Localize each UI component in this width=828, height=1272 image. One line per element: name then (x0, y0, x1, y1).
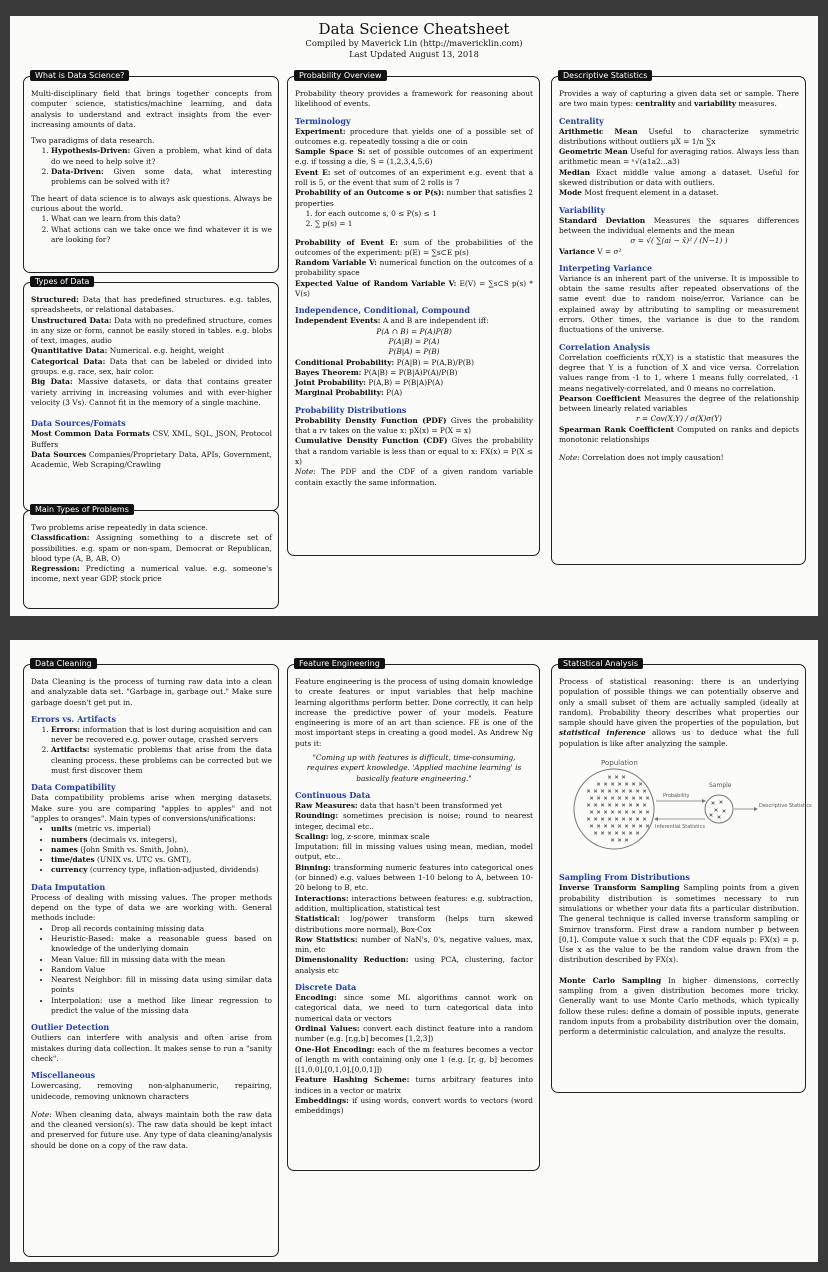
point-mark (639, 797, 642, 800)
interpreting-variance: Variance is an inherent part of the universe. It is impossible to obtain the same results after repeated observations of the same event due to random noise/error. Variance can be explained away by attributing to sampling or measurement errors. Other times, the variance is due to the random fluctuations of the universe. (559, 273, 799, 335)
section-what-is-ds (23, 71, 279, 273)
point-mark (618, 839, 621, 842)
point-mark (615, 776, 618, 779)
cleaning-note: Note: When cleaning data, always maintain both the raw data and the cleaned version(s). The raw data should be kept intact and preserved for future use. Any type of data cleaning/analysis should be done on a copy of the raw data. (31, 1109, 272, 1150)
quantitative: Quantitative Data: Numerical. e.g. height, weight (31, 346, 225, 356)
subheading: Independence, Conditional, Compound (295, 305, 470, 316)
section-title: Statistical Analysis (558, 658, 643, 669)
point-mark (636, 818, 639, 821)
subheading: Centrality (559, 115, 604, 126)
section-feature-engineering (287, 659, 540, 1171)
point-mark (625, 839, 628, 842)
point-mark (615, 832, 618, 835)
point-mark (632, 783, 635, 786)
rounding: Rounding: sometimes precision is noise; round to nearest integer, decimal etc.. (295, 811, 534, 831)
point-mark (601, 804, 604, 807)
sample-circle (705, 795, 733, 823)
header (10, 16, 818, 60)
point-mark (590, 797, 593, 800)
list-item: • Nearest Neighbor: fill in missing data using similar data points (51, 975, 272, 996)
point-mark (622, 818, 625, 821)
point-mark (608, 804, 611, 807)
point-mark (629, 804, 632, 807)
list-item: 1. Hypothesis-Driven: Given a problem, what kind of data do we need to help solve it? (51, 146, 272, 167)
formula: r = Cov(X,Y) / σ(X)σ(Y) (636, 414, 722, 424)
list-item: • currency (currency type, inflation-adjusted, dividends) (51, 865, 272, 875)
point-mark (639, 811, 642, 814)
point-mark (594, 790, 597, 793)
section-title: Types of Data (30, 276, 94, 287)
arithmetic-mean: Arithmetic Mean Useful to characterize symmetric distributions without outliers μX = 1/n ∑x (559, 126, 799, 146)
point-mark (601, 818, 604, 821)
subheading: Data Sources/Fomats (31, 418, 126, 429)
subheading: Data Imputation (31, 881, 106, 892)
point-mark (712, 802, 715, 805)
misc-text: Lowercasing, removing non-alphanumeric, repairing, unidecode, removing unknown characters (31, 1081, 272, 1101)
section-title: What is Data Science? (30, 70, 129, 81)
point-mark (597, 783, 600, 786)
point-mark (625, 811, 628, 814)
point-mark (587, 818, 590, 821)
point-mark (622, 804, 625, 807)
paradigm-list (31, 146, 272, 187)
spearman: Spearman Rank Coefficient Computed on ranks and depicts monotonic relationships (559, 424, 799, 445)
compiled-by: Compiled by Maverick Lin (http://mavericklin.com) (305, 38, 523, 48)
point-mark (643, 804, 646, 807)
independent-events: Independent Events: A and B are independent iff: (295, 316, 489, 326)
list-item: 2. What actions can we take once we find whatever it is we are looking for? (51, 225, 272, 246)
point-mark (611, 839, 614, 842)
point-mark (604, 825, 607, 828)
point-mark (625, 783, 628, 786)
point-mark (632, 797, 635, 800)
pdf: Probability Density Function (PDF) Gives the probability that a rv takes on the value x: pX(x) = P(X = x) (295, 415, 534, 436)
point-mark (636, 790, 639, 793)
pdf-note: Note: The PDF and the CDF of a given random variable contain exactly the same information. (295, 467, 533, 487)
intro-text: Multi-disciplinary field that brings together concepts from computer science, statistics/machine learning, and data analysis to understand and extract insights from the ever-increasing amounts of data. (31, 89, 272, 129)
point-mark (618, 783, 621, 786)
embeddings: Embeddings: if using words, convert words to vectors (word embeddings) (295, 1095, 533, 1116)
compat-text: Data compatibility problems arise when merging datasets. Make sure you are comparing "apples to apples" and not "apples to oranges". Main types of conversions/unifications: (31, 793, 272, 823)
question-list (31, 214, 272, 245)
error-list (31, 725, 272, 776)
point-mark (639, 825, 642, 828)
subheading: Sampling From Distributions (559, 872, 690, 883)
list-item: • Mean Value: fill in missing data with the mean (51, 955, 272, 965)
experiment: Experiment: procedure that yields one of a possible set of outcomes e.g. repeatedly tossing a die or coin (295, 126, 534, 146)
point-mark (604, 797, 607, 800)
point-mark (723, 810, 726, 813)
list-item: 1. What can we learn from this data? (51, 214, 272, 224)
point-mark (608, 790, 611, 793)
list-item: • units (metric vs. imperial) (51, 824, 272, 834)
outlier-text: Outliers can interfere with analysis and often arise from mistakes during data collection. It makes sense to run a "sanity check". (31, 1033, 272, 1063)
diagram-label-population: Population (601, 759, 638, 768)
point-mark (587, 790, 590, 793)
arrowhead (754, 807, 758, 811)
intro-text: Data Cleaning is the process of turning raw data into a clean and analyzable data set. "Garbage in, garbage out." Make sure garbage doesn't get put in. (31, 677, 272, 707)
point-mark (629, 832, 632, 835)
structured: Structured: Data that has predefined structures. e.g. tables, spreadsheets, or relational databases. (31, 295, 272, 315)
classification: Classification: Assigning something to a discrete set of possibilities. e.g. spam or non-spam, Democrat or Republican, blood type (A, B, AB, O) (31, 533, 272, 563)
big-data: Big Data: Massive datasets, or data that contains greater variety arriving in increasing volumes and with ever-higher velocity (3 Vs). Cannot fit in the memory of a single machine. (31, 377, 272, 407)
point-mark (594, 832, 597, 835)
subheading: Interpeting Variance (559, 262, 653, 273)
diagram-label-sample: Sample (709, 782, 732, 790)
list-item: 1. for each outcome s, 0 ≤ P(s) ≤ 1 (315, 209, 533, 219)
corr-note: Note: Correlation does not imply causation! (559, 453, 724, 463)
point-mark (715, 809, 718, 812)
list-item: • time/dates (UNIX vs. UTC vs. GMT), (51, 855, 272, 865)
formula: σ = √( ∑(ai − x̄)² / (N−1) ) (630, 236, 728, 246)
point-mark (632, 825, 635, 828)
std-dev: Standard Deviation Measures the squares differences between the individual elements and the mean (559, 215, 799, 235)
point-mark (590, 825, 593, 828)
heart-text: The heart of data science is to always ask questions. Always be curious about the world. (31, 193, 272, 213)
point-mark (632, 811, 635, 814)
point-mark (587, 804, 590, 807)
method-list (31, 924, 272, 1017)
point-mark (618, 825, 621, 828)
point-mark (611, 797, 614, 800)
point-mark (622, 790, 625, 793)
random-variable: Random Variable V: numerical function on the outcomes of a probability space (295, 258, 533, 278)
page-1 (10, 16, 818, 616)
intro-text: Process of statistical reasoning: there is an underlying population of possible things we can potentially observe and only a small subset of them are actually sampled (ideally at random). Probability theory describes what properties our sample should have given the properties of the population, but statistical inference allows us to deduce what the full population is like after analyzing the sample. (559, 677, 800, 748)
row-statistics: Row Statistics: number of NaN's, 0's, negative values, max, min, etc (295, 934, 533, 955)
point-mark (629, 790, 632, 793)
point-mark (646, 811, 649, 814)
point-mark (646, 797, 649, 800)
point-mark (608, 832, 611, 835)
monte-carlo: Monte Carlo Sampling In higher dimensions, correctly sampling from a given distribution becomes more tricky. Generally want to use Monte Carlo methods, which typically follow these rules: define a domain of possible inputs, generate random inputs from a probability distribution over the domain, perform a deterministic calculation, and analyze the results. (559, 975, 799, 1037)
point-mark (590, 811, 593, 814)
section-statistical-analysis (551, 659, 812, 1093)
pearson: Pearson Coefficient Measures the degree of the relationship between linearly related variables (559, 393, 799, 414)
population-points (587, 776, 649, 842)
point-mark (615, 818, 618, 821)
sources: Data Sources Companies/Proprietary Data, APIs, Government, Academic, Web Scraping/Crawling (31, 449, 272, 470)
regression: Regression: Predicting a numerical value. e.g. someone's income, next year GDP, stock price (31, 564, 272, 584)
section-title: Data Cleaning (30, 658, 97, 669)
conditional-probability: Conditional Probability: P(A|B) = P(A,B)/P(B) (295, 357, 474, 367)
section-descriptive-stats (551, 71, 806, 565)
point-mark (639, 783, 642, 786)
point-mark (636, 832, 639, 835)
mode: Mode Most frequent element in a dataset. (559, 188, 719, 198)
diagram-label-probability: Probability (663, 793, 690, 800)
median: Median Exact middle value among a dataset. Useful for skewed distribution or data with outliers. (559, 167, 799, 188)
prob-outcome: Probability of an Outcome s or P(s): number that satisfies 2 properties (295, 188, 533, 208)
point-mark (597, 811, 600, 814)
point-mark (611, 811, 614, 814)
point-mark (597, 797, 600, 800)
point-mark (710, 814, 713, 817)
list-item: 2. Artifacts: systematic problems that arise from the data cleaning process. these problems can be corrected but we must first discover them (51, 745, 272, 776)
point-mark (618, 797, 621, 800)
point-mark (604, 811, 607, 814)
inverse-transform: Inverse Transform Sampling Sampling points from a given probability distribution is sometimes necessary to run simulations or whether your data fits a particular distribution. The general technique is called inverse transform sampling or Smirnov transform. First draw a random number p between [0,1]. Compute value x such that the CDF equals p: FX(x) = p. Use x as the value to be the random value drawn from the distribution described by FX(x). (559, 883, 799, 965)
point-mark (720, 801, 723, 804)
population-circle (574, 769, 654, 849)
cdf: Cumulative Density Function (CDF) Gives the probability that a random variable is less than or equal to x: FX(x) = P(X ≤ x) (295, 436, 533, 466)
subheading: Continuous Data (295, 789, 371, 800)
point-mark (622, 832, 625, 835)
list-item: • Heuristic-Based: make a reasonable guess based on knowledge of the underlying domain (51, 934, 272, 955)
subheading: Miscellaneous (31, 1070, 96, 1081)
point-mark (618, 811, 621, 814)
point-mark (611, 783, 614, 786)
point-mark (643, 790, 646, 793)
diagram-label-inferential: Inferential Statistics (655, 824, 705, 831)
variance: Variance V = σ² (559, 246, 622, 256)
correlation-text: Correlation coefficients r(X,Y) is a statistic that measures the degree that Y is a function of X and vice versa. Correlation values range from -1 to 1, where 1 means fully correlated, -1 means negatively-correlated, and 0 means no correlation. (559, 352, 799, 393)
scaling: Scaling: log, z-score, minmax scale (295, 831, 430, 841)
point-mark (625, 797, 628, 800)
point-mark (629, 818, 632, 821)
property-list (295, 209, 533, 230)
point-mark (646, 825, 649, 828)
subheading: Terminology (295, 115, 351, 126)
list-item: • Interpolation: use a method like linear regression to predict the value of the missing data (51, 996, 272, 1017)
point-mark (601, 832, 604, 835)
one-hot: One-Hot Encoding: each of the m features becomes a vector of length m with containing only one 1 (e.g. [r, g, b] becomes [[1,0,0],[0,1,0],[0,0,1]]) (295, 1044, 534, 1075)
raw-measures: Raw Measures: data that hasn't been transformed yet (295, 800, 503, 810)
point-mark (615, 790, 618, 793)
point-mark (643, 818, 646, 821)
point-mark (594, 818, 597, 821)
imputation: Imputation: fill in missing values using mean, median, model output, etc.. (295, 842, 533, 862)
feature-hashing: Feature Hashing Scheme: turns arbitrary features into indices in a vector or matrix (295, 1075, 533, 1095)
interactions: Interactions: interactions between features: e.g. subtraction, addition, multiplication, statistical test (295, 893, 533, 913)
marginal-probability: Marginal Probability: P(A) (295, 388, 403, 398)
list-item: • Drop all records containing missing data (51, 924, 272, 934)
unification-list (31, 824, 272, 875)
dim-reduction: Dimensionality Reduction: using PCA, clustering, factor analysis etc (295, 955, 533, 975)
point-mark (611, 825, 614, 828)
section-title: Feature Engineering (294, 658, 385, 669)
subheading: Data Compatibility (31, 782, 116, 793)
list-item: • names (John Smith vs. Smith, John), (51, 845, 272, 855)
point-mark (594, 804, 597, 807)
formats: Most Common Data Formats CSV, XML, SQL, JSON, Protocol Buffers (31, 429, 272, 449)
categorical: Categorical Data: Data that can be labeled or divided into groups. e.g. race, sex, hair color. (31, 356, 272, 377)
ordinal-values: Ordinal Values: convert each distinct feature into a random number (e.g. [r,g,b] becomes [1,2,3]) (295, 1023, 533, 1044)
paradigms-intro: Two paradigms of data research. (31, 136, 155, 146)
population-sample-diagram (559, 757, 812, 857)
statistical: Statistical: log/power transform (helps turn skewed distributions more normal), Box-Cox (295, 914, 533, 934)
list-item: 2. Data-Driven: Given some data, what interesting problems can be solved with it? (51, 167, 272, 188)
formula: P(A ∩ B) = P(A)P(B) (376, 326, 452, 336)
point-mark (625, 825, 628, 828)
geometric-mean: Geometric Mean Useful for averaging ratios. Always less than arithmetic mean = ⁿ√(a1a2...a3) (559, 147, 799, 167)
section-title: Descriptive Statistics (558, 70, 652, 81)
list-item: • Random Value (51, 965, 272, 975)
arrowhead (702, 799, 706, 803)
sample-space: Sample Space S: set of possible outcomes of an experiment e.g. if tossing a die, S = (1,2,3,4,5,6) (295, 147, 533, 167)
point-mark (604, 783, 607, 786)
point-mark (597, 825, 600, 828)
subheading: Probability Distributions (295, 404, 407, 415)
subheading: Outlier Detection (31, 1022, 110, 1033)
encoding: Encoding: since some ML algorithms cannot work on categorical data, we need to turn categorical data into numerical data or vectors (295, 993, 533, 1023)
point-mark (608, 776, 611, 779)
problems-intro: Two problems arise repeatedly in data science. (31, 523, 208, 532)
list-item: • numbers (decimals vs. integers), (51, 835, 272, 845)
point-mark (622, 776, 625, 779)
list-item: 1. Errors: information that is lost during acquisition and can never be recovered e.g. power outage, crashed servers (51, 725, 272, 746)
sample-points (710, 801, 726, 819)
intro-text: Feature engineering is the process of using domain knowledge to create features or input variables that help machine learning algorithms perform better. Done correctly, it can help increase the predictive power of your models. Feature engineering is more of an art than science. FE is one of the most important steps in creating a good model. As Andrew Ng puts it: (295, 677, 533, 748)
subheading: Correlation Analysis (559, 341, 651, 352)
bayes-theorem: Bayes Theorem: P(A|B) = P(B|A)P(A)/P(B) (295, 367, 458, 377)
section-main-problems (23, 505, 279, 609)
section-types-of-data (23, 277, 279, 511)
intro-text: Provides a way of capturing a given data set or sample. There are two main types: centrality and variability measures. (559, 89, 799, 109)
arrowhead (654, 817, 658, 821)
point-mark (636, 804, 639, 807)
quote: "Coming up with features is difficult, time-consuming, requires expert knowledge. 'Applied machine learning' is basically feature engineering." (306, 753, 522, 783)
subheading: Discrete Data (295, 982, 357, 993)
unstructured: Unstructured Data: Data with no predefined structure, comes in any size or form, cannot be easily stored in tables. e.g. blobs of text, images, audio (31, 315, 272, 346)
subheading: Errors vs. Artifacts (31, 713, 116, 724)
intro-text: Probability theory provides a framework for reasoning about likelihood of events. (295, 89, 533, 109)
section-probability (287, 71, 540, 556)
section-data-cleaning (23, 659, 279, 1257)
page-2 (10, 640, 818, 1262)
page-title: Data Science Cheatsheet (318, 20, 510, 38)
prob-event: Probability of Event E: sum of the probabilities of the outcomes of the experiment: p(E) = ∑s⊂E p(s) (295, 237, 533, 257)
event: Event E: set of outcomes of an experiment e.g. event that a roll is 5, or the event that sum of 2 rolls is 7 (295, 167, 533, 188)
point-mark (718, 816, 721, 819)
section-title: Main Types of Problems (30, 504, 134, 515)
imputation-text: Process of dealing with missing values. The proper methods depend on the type of data we are working with. General methods include: (31, 892, 272, 923)
last-updated: Last Updated August 13, 2018 (349, 49, 479, 59)
binning: Binning: transforming numeric features into categorical ones (or binned) e.g. values between 1-10 belong to A, between 10-20 belong to B, etc. (295, 862, 533, 893)
diagram-label-descriptive: Descriptive Statistics (759, 803, 812, 810)
point-mark (608, 818, 611, 821)
point-mark (601, 790, 604, 793)
expected-value: Expected Value of Random Variable V: E(V) = ∑s⊂S p(s) * V(s) (295, 278, 533, 299)
formula: P(B|A) = P(B) (388, 347, 440, 357)
subheading: Variability (559, 204, 606, 215)
point-mark (615, 804, 618, 807)
joint-probability: Joint Probability: P(A,B) = P(B|A)P(A) (295, 378, 444, 388)
section-title: Probability Overview (294, 70, 387, 81)
list-item: 2. ∑ p(s) = 1 (315, 219, 533, 229)
formula: P(A|B) = P(A) (388, 336, 440, 346)
